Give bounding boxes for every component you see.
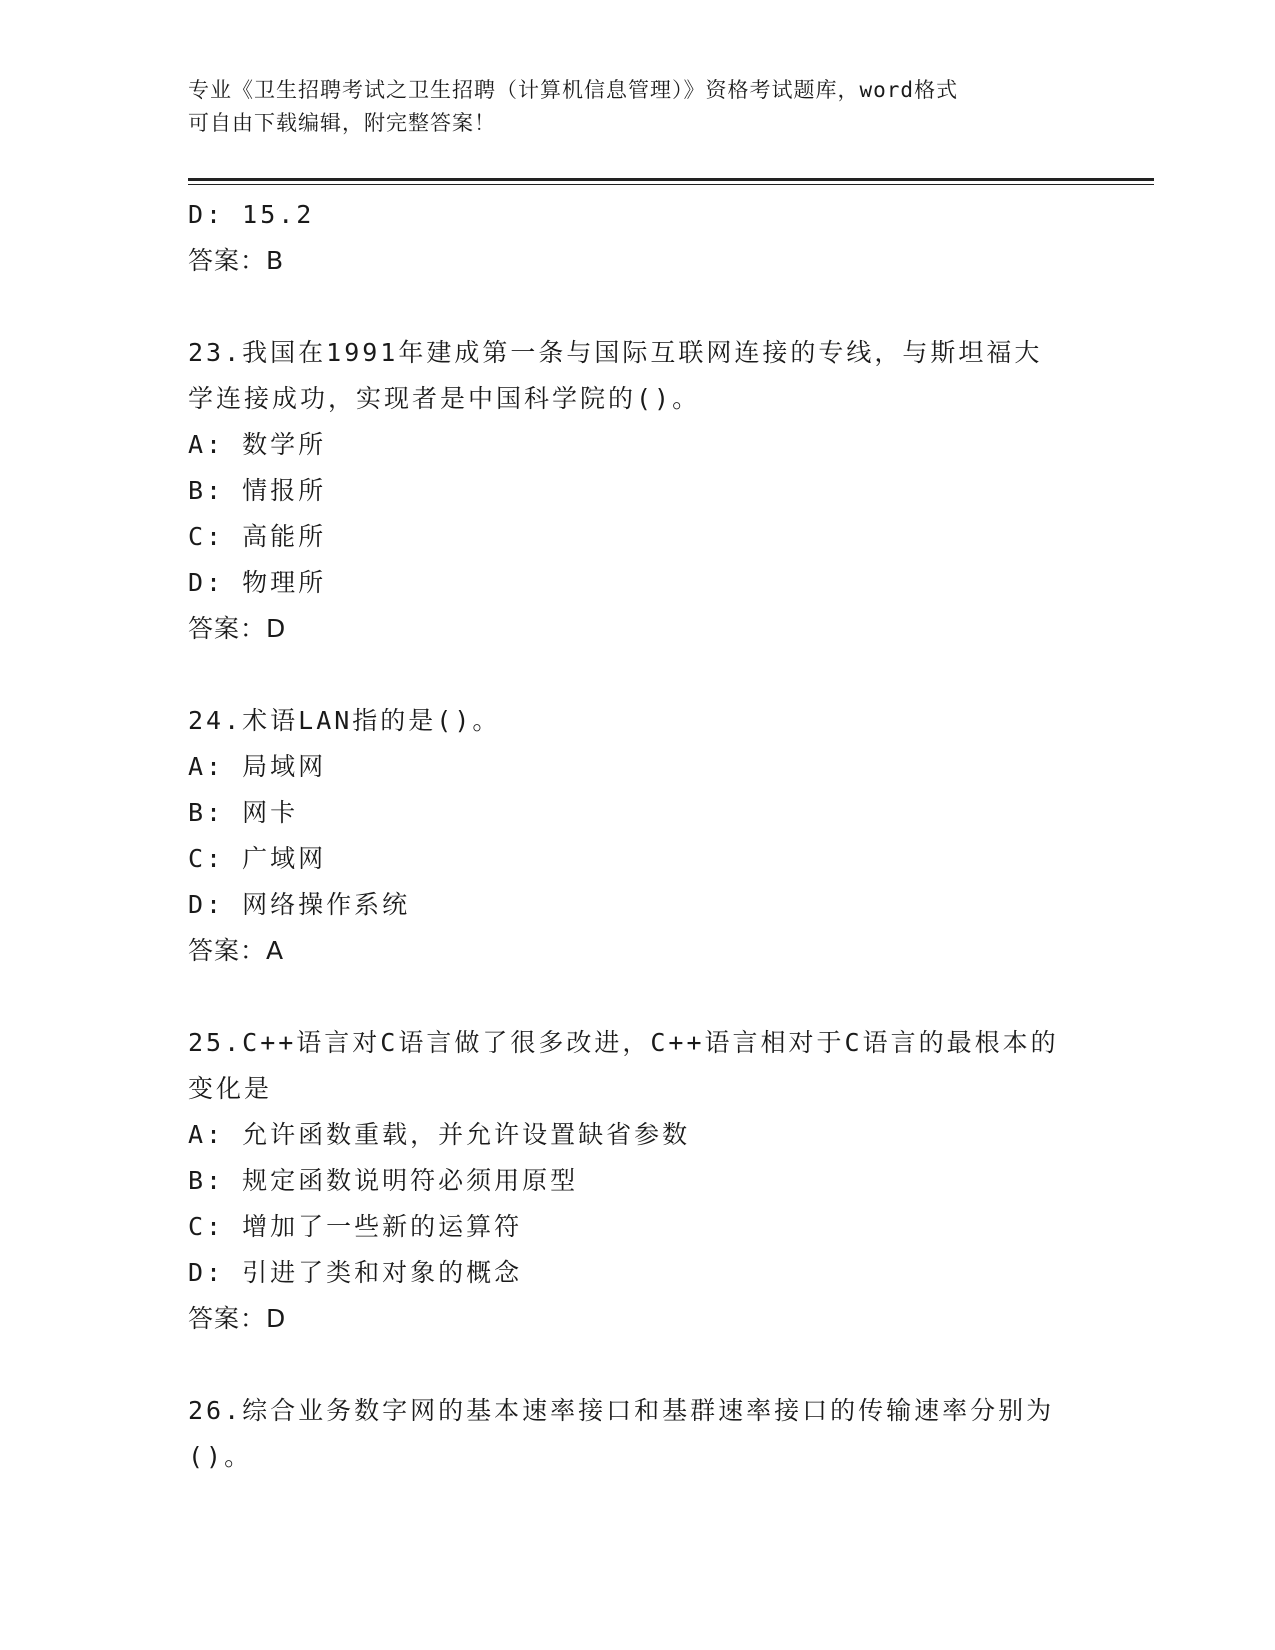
header-divider-thin [188, 184, 1154, 185]
question-23 [188, 330, 1088, 652]
question-25-text-1: 25.C++语言对C语言做了很多改进，C++语言相对于C语言的最根本的 [188, 1028, 1059, 1057]
question-24-text-1: 24.术语LAN指的是()。 [188, 706, 501, 735]
question-25-option-d: D: 引进了类和对象的概念 [188, 1258, 523, 1287]
prev-answer: 答案：B [188, 246, 285, 275]
question-25-option-a: A: 允许函数重载，并允许设置缺省参数 [188, 1120, 691, 1149]
spacer [188, 1342, 1088, 1388]
question-23-option-b: B: 情报所 [188, 476, 327, 505]
question-24-option-a: A: 局域网 [188, 752, 327, 781]
question-25-answer: 答案：D [188, 1304, 287, 1333]
header-line-1: 专业《卫生招聘考试之卫生招聘（计算机信息管理）》资格考试题库，word格式 [188, 78, 959, 102]
question-24-option-c: C: 广域网 [188, 844, 327, 873]
header-line-2: 可自由下载编辑，附完整答案！ [188, 111, 496, 135]
question-content [188, 192, 1088, 1480]
spacer [188, 284, 1088, 330]
spacer [188, 974, 1088, 1020]
document-header [188, 74, 1088, 140]
question-23-text-1: 23.我国在1991年建成第一条与国际互联网连接的专线，与斯坦福大 [188, 338, 1043, 367]
question-25-text-2: 变化是 [188, 1074, 273, 1103]
question-23-text-2: 学连接成功，实现者是中国科学院的()。 [188, 384, 701, 413]
question-23-option-d: D: 物理所 [188, 568, 327, 597]
header-divider-thick [188, 178, 1154, 181]
question-25 [188, 1020, 1088, 1342]
question-24-option-b: B: 网卡 [188, 798, 299, 827]
question-24-option-d: D: 网络操作系统 [188, 890, 411, 919]
question-23-option-a: A: 数学所 [188, 430, 327, 459]
prev-option-d: D: 15.2 [188, 200, 315, 229]
question-24-answer: 答案：A [188, 936, 285, 965]
question-23-answer: 答案：D [188, 614, 287, 643]
question-26-text-1: 26.综合业务数字网的基本速率接口和基群速率接口的传输速率分别为 [188, 1396, 1055, 1425]
question-23-option-c: C: 高能所 [188, 522, 327, 551]
question-26-text-2: ()。 [188, 1442, 253, 1471]
question-25-option-c: C: 增加了一些新的运算符 [188, 1212, 523, 1241]
question-26 [188, 1388, 1088, 1480]
question-24 [188, 698, 1088, 974]
question-25-option-b: B: 规定函数说明符必须用原型 [188, 1166, 579, 1195]
spacer [188, 652, 1088, 698]
